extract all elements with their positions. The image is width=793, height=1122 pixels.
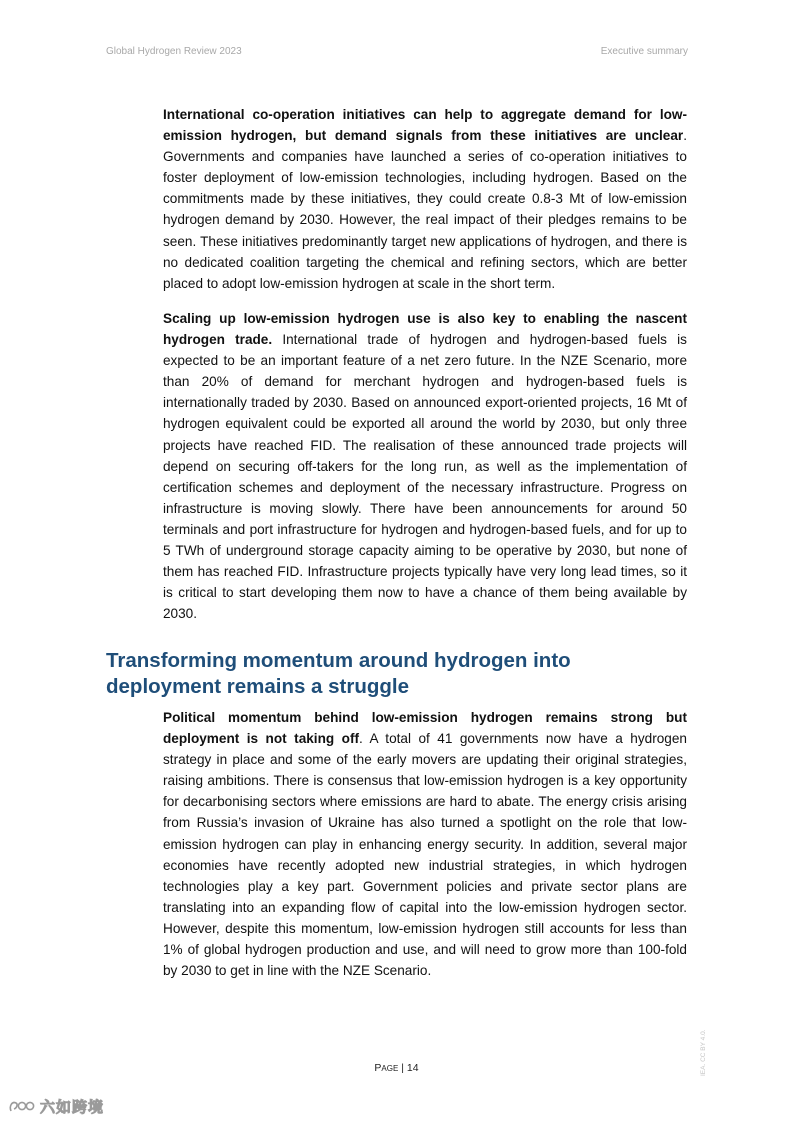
header-section-title: Executive summary — [600, 46, 688, 57]
paragraph-cooperation-initiatives — [163, 104, 687, 294]
page-footer — [0, 1062, 793, 1074]
paragraph-body: . A total of 41 governments now have a hydrogen strategy in place and some of the early movers are updating their original strategies, raising ambitions. There is consensus that low-emission hydrogen is a key opportunity for decarbonising sectors where emissions are hard to abate. The energy crisis arising from Russia’s invasion of Ukraine has also turned a spotlight on the role that low-emission hydrogen can play in enhancing energy security. In addition, several major economies have recently adopted new industrial strategies, in which hydrogen technologies play a key part. Government policies and private sector plans are translating into an expanding flow of capital into the low-emission hydrogen sector. However, despite this momentum, low-emission hydrogen still accounts for less than 1% of global hydrogen production and use, and will need to grow more than 100-fold by 2030 to get in line with the NZE Scenario. — [163, 731, 687, 979]
page-separator: | — [398, 1062, 407, 1074]
paragraph-lead: Political momentum behind low-emission hydrogen remains strong but deployment is not taking off — [163, 710, 687, 747]
paragraph-lead: International co-operation initiatives can help to aggregate demand for low-emission hydrogen, but demand signals from these initiatives are unclear — [163, 107, 687, 144]
paragraph-political-momentum — [163, 707, 687, 981]
watermark — [8, 1095, 104, 1117]
license-notice: IEA. CC BY 4.0. — [700, 1029, 707, 1076]
paragraph-hydrogen-trade — [163, 308, 687, 624]
paragraph-lead: Scaling up low-emission hydrogen use is also key to enabling the nascent hydrogen trade. — [163, 311, 687, 348]
paragraph-body: . Governments and companies have launched a series of co-operation initiatives to foster deployment of low-emission technologies, including hydrogen. Based on the commitments made by these initiatives, they could create 0.8-3 Mt of low-emission hydrogen demand by 2030. However, the real impact of their pledges remains to be seen. These initiatives predominantly target new applications of hydrogen, and there is no dedicated coalition targeting the chemical and refining sectors, which are better placed to adopt low-emission hydrogen at scale in the short term. — [163, 128, 687, 291]
paragraph-body: International trade of hydrogen and hydrogen-based fuels is expected to be an important feature of a net zero future. In the NZE Scenario, more than 20% of demand for merchant hydrogen and hydrogen-based fuels is internationally traded by 2030. Based on announced export-oriented projects, 16 Mt of hydrogen equivalent could be exported all around the world by 2030, but only three projects have reached FID. The realisation of these announced trade projects will depend on securing off-takers for the long run, as well as the implementation of certification schemes and deployment of the necessary infrastructure. Progress on infrastructure is moving slowly. There have been announcements for around 50 terminals and port infrastructure for hydrogen and hydrogen-based fuels, and for up to 5 TWh of underground storage capacity aiming to be operative by 2030, but none of them has reached FID. Infrastructure projects typically have very long lead times, so it is critical to start developing them now to have a chance of them being available by 2030. — [163, 332, 687, 622]
page-label-initial: P — [374, 1062, 382, 1074]
watermark-text: 六如跨境 — [40, 1098, 105, 1116]
page-label-rest: AGE — [381, 1064, 399, 1073]
running-header — [106, 46, 688, 62]
section-heading: Transforming momentum around hydrogen into deployment remains a struggle — [106, 649, 571, 698]
page-number: 14 — [406, 1062, 419, 1074]
watermark-logo-icon — [8, 1097, 36, 1115]
header-report-title: Global Hydrogen Review 2023 — [106, 46, 242, 57]
